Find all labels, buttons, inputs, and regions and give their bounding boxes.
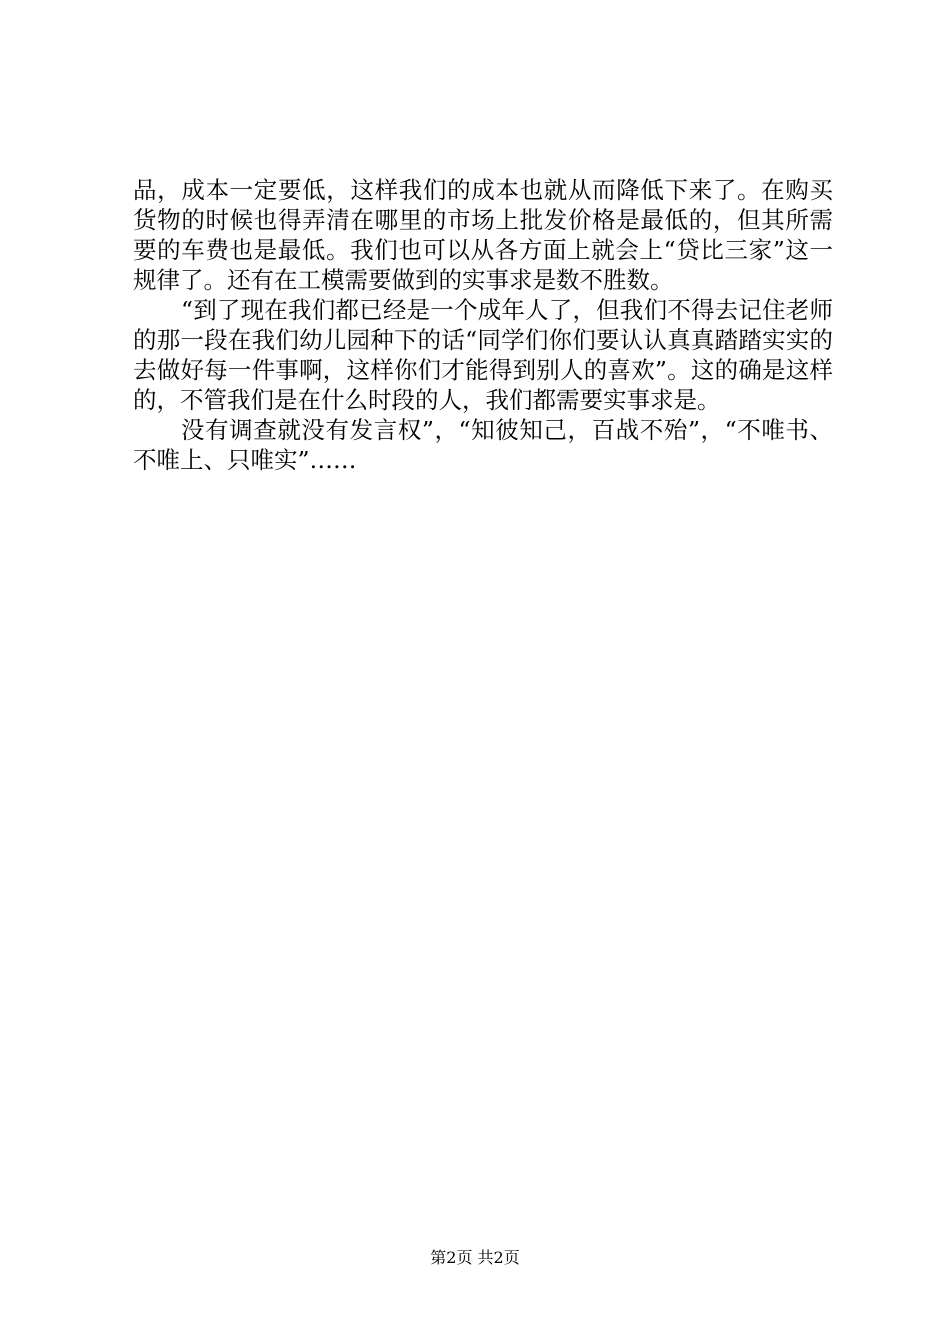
document-body [133,175,833,475]
page-footer: 第2页 共2页 [430,1248,520,1267]
paragraph-2: “到了现在我们都已经是一个成年人了，但我们不得去记住老师的那一段在我们幼儿园种下的话“同学们你们要认认真真踏踏实实的去做好每一件事啊，这样你们才能得到别人的喜欢”。这的确是这样的，不管我们是在什么时段的人，我们都需要实事求是。 [133,296,833,414]
paragraph-3: 没有调查就没有发言权”，“知彼知己，百战不殆”，“不唯书、不唯上、只唯实”…… [133,416,833,474]
paragraph-1: 品，成本一定要低，这样我们的成本也就从而降低下来了。在购买货物的时候也得弄清在哪里的市场上批发价格是最低的，但其所需要的车费也是最低。我们也可以从各方面上就会上“贷比三家”这一规律了。还有在工模需要做到的实事求是数不胜数。 [133,176,833,294]
